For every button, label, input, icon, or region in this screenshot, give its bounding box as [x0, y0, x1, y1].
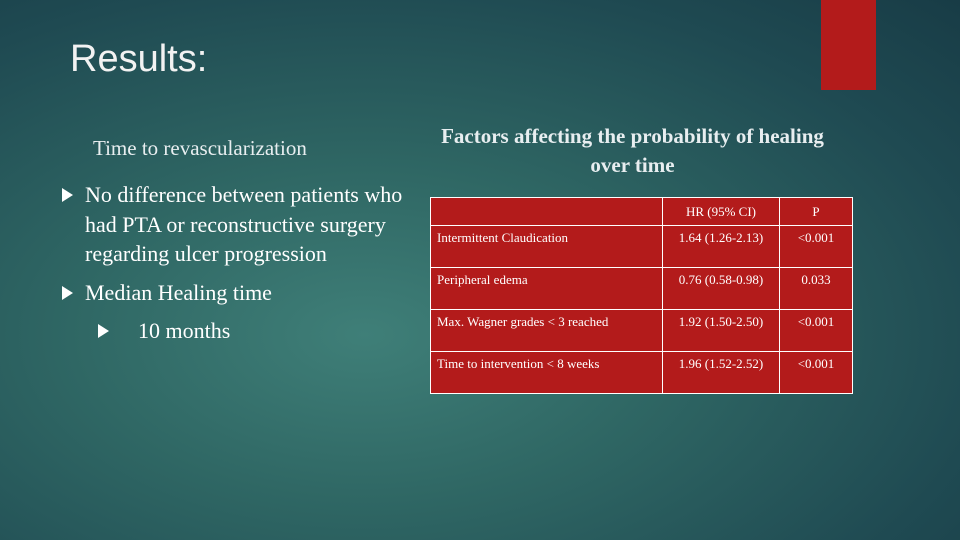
table-row: [431, 268, 853, 310]
header-factor: [431, 198, 663, 226]
cell-hr: 1.96 (1.52-2.52): [663, 352, 780, 394]
cell-p: <0.001: [780, 352, 853, 394]
cell-hr: 1.64 (1.26-2.13): [663, 226, 780, 268]
cell-factor: Time to intervention < 8 weeks: [431, 352, 663, 394]
table-row: [431, 310, 853, 352]
cell-factor: Max. Wagner grades < 3 reached: [431, 310, 663, 352]
slide-title: Results:: [70, 38, 208, 80]
left-heading: Time to revascularization: [93, 136, 307, 160]
bullet-list: [60, 180, 405, 346]
accent-bar: [821, 0, 876, 90]
table-row: [431, 226, 853, 268]
cell-hr: 0.76 (0.58-0.98): [663, 268, 780, 310]
header-p: P: [780, 198, 853, 226]
bullet-item: [60, 180, 405, 269]
results-table: [430, 197, 853, 394]
cell-p: 0.033: [780, 268, 853, 310]
table-row: [431, 352, 853, 394]
cell-p: <0.001: [780, 226, 853, 268]
bullet-item: [60, 278, 405, 308]
header-hr: HR (95% CI): [663, 198, 780, 226]
cell-hr: 1.92 (1.50-2.50): [663, 310, 780, 352]
triangle-bullet-icon: [98, 324, 109, 338]
sub-bullet-item: [98, 316, 405, 346]
cell-factor: Peripheral edema: [431, 268, 663, 310]
triangle-bullet-icon: [62, 188, 73, 202]
table-header-row: [431, 198, 853, 226]
bullet-text: Median Healing time: [85, 279, 272, 305]
triangle-bullet-icon: [62, 286, 73, 300]
sub-bullet-text: 10 months: [138, 318, 231, 343]
cell-p: <0.001: [780, 310, 853, 352]
table-heading: Factors affecting the probability of healing over time: [441, 124, 824, 177]
cell-factor: Intermittent Claudication: [431, 226, 663, 268]
bullet-text: No difference between patients who had PTA or reconstructive surgery regarding ulcer progression: [85, 182, 403, 266]
